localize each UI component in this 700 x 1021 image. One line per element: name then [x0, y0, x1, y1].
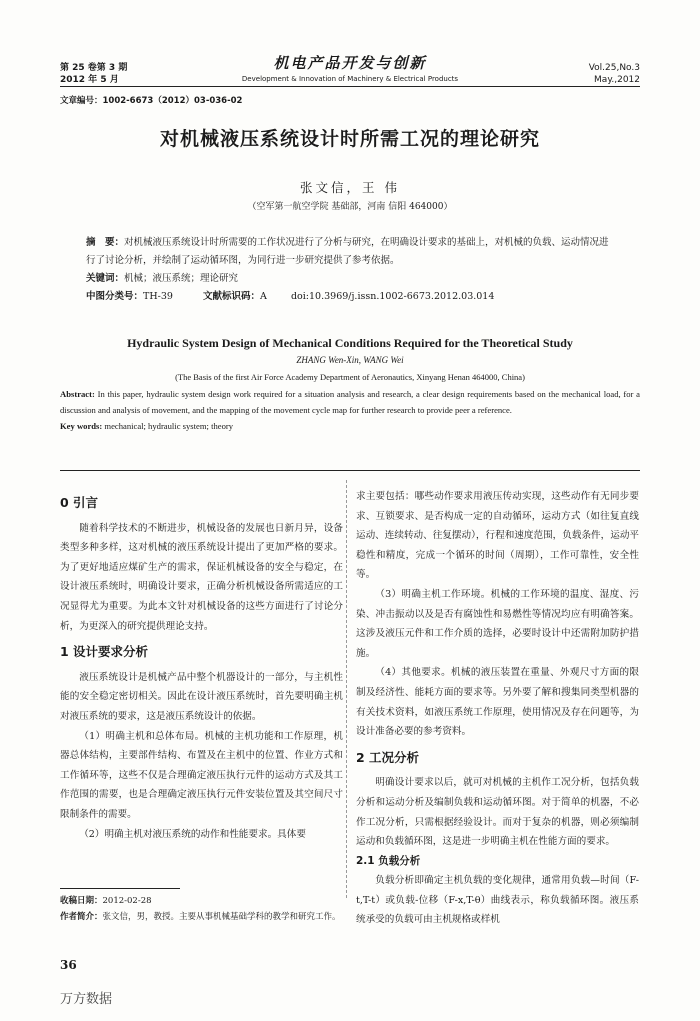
clc-label: 中图分类号：: [86, 291, 144, 302]
section-1-paragraph-2: （1）明确主机和总体布局。机械的主机功能和工作原理，机器总体结构，主要部件结构、布置及在主机中的位置、作业方式和工作循环等，这些不仅是合理确定液压执行元件的运动方式及其工作范围的需要，也是合理确定液压执行元件安装位置及其空间尺寸限制条件的需要。: [60, 730, 343, 820]
english-abstract-label: Abstract:: [60, 389, 95, 399]
keywords-label: 关键词：: [86, 273, 125, 284]
abstract-cn-block: [86, 234, 616, 306]
keywords-text: 机械；液压系统；理论研究: [124, 273, 239, 284]
body-top-rule: [60, 470, 640, 471]
section-2-1-heading: 2.1 负载分析: [356, 854, 421, 867]
english-abstract-block: [60, 386, 640, 434]
affiliation: （空军第一航空学院 基础部，河南 信阳 464000）: [247, 202, 453, 212]
right-paragraph-2: （3）明确主机工作环境。机械的工作环境的温度、湿度、污染、冲击振动以及是否有腐蚀性和易燃性等情况均应有明确答案。这涉及液压元件和工作介质的选择，必要时设计中还需附加防护措施。: [356, 588, 639, 659]
running-header-left: [60, 62, 127, 86]
right-paragraph-3: （4）其他要求。机械的液压装置在重量、外观尺寸方面的限制及经济性、能耗方面的要求等。另外要了解和搜集同类型机器的有关技术资料，如液压系统工作原理，使用情况及存在问题等，为设计准备必要的参考资料。: [356, 667, 639, 738]
right-column: [356, 487, 639, 930]
classification-line: [86, 288, 616, 306]
section-2-heading: 2 工况分析: [356, 749, 420, 765]
abstract-text: 对机械液压系统设计时所需要的工作状况进行了分析与研究，在明确设计要求的基础上，对机械的负载、运动情况进行了讨论分析，并绘制了运动循环图，为同行进一步研究提供了参考依据。: [86, 237, 609, 266]
paper-title: 对机械液压系统设计时所需工况的理论研究: [159, 128, 540, 150]
journal-name-en: Development & Innovation of Machinery & Electrical Products: [241, 75, 459, 83]
article-number: 文章编号：1002-6673（2012）03-036-02: [60, 96, 243, 106]
authors: 张文信，王 伟: [300, 180, 400, 195]
left-column: [60, 487, 343, 844]
section-0-paragraph: 随着科学技术的不断进步，机械设备的发展也日新月异，设备类型多种多样，这对机械的液压系统设计提出了更加严格的要求。为了更好地适应煤矿生产的需求，保证机械设备的安全与稳定，在设计液压系统时，明确设计要求，正确分析机械设备所需适应的工况显得尤为重要。为此本文针对机械设备的这些方面进行了讨论分析，为更深入的研究提供理论支持。: [60, 522, 343, 632]
date-en: May.,2012: [594, 75, 640, 85]
watermark: 万方数据: [60, 992, 113, 1007]
date-cn: 2012 年 5 月: [60, 75, 119, 85]
section-0-heading: 0 引言: [60, 495, 99, 510]
bio-label: 作者简介：: [60, 912, 103, 922]
volume-issue-cn: 第 25 卷第 3 期: [60, 63, 128, 73]
doc-code-label: 文献标识码：: [203, 291, 261, 302]
abstract-cn: [86, 234, 616, 270]
right-paragraph-1: 求主要包括：哪些动作要求用液压传动实现，这些动作有无同步要求、互锁要求、是否构成一定的自动循环，运动方式（如往复直线运动、连续转动、往复摆动），行程和速度范围，负载条件，运动平稳性和精度，完成一个循环的时间（周期），工作可靠性，安全性等。: [356, 491, 640, 581]
received-value: 2012-02-28: [102, 896, 152, 906]
bio-text: 张文信，男，教授。主要从事机械基础学科的教学和研究工作。: [102, 912, 341, 922]
received-label: 收稿日期：: [60, 896, 103, 906]
received-date: [60, 893, 343, 909]
column-divider: [346, 480, 347, 898]
section-1-paragraph-1: 液压系统设计是机械产品中整个机器设计的一部分，与主机性能的安全稳定密切相关。因此在设计液压系统时，首先要明确主机对液压系统的要求，这是液压系统设计的依据。: [60, 671, 343, 722]
keywords-cn: [86, 270, 616, 288]
english-authors: ZHANG Wen-Xin, WANG Wei: [296, 355, 404, 365]
section-2-paragraph: 明确设计要求以后，就可对机械的主机作工况分析，包括负载分析和运动分析及编制负载和运动循环图。对于简单的机器，不必作工况分析，只需根据经验设计。而对于复杂的机器，则必须编制运动和负载循环图，这是进一步明确主机在性能方面的要求。: [356, 777, 639, 848]
volume-issue-en: Vol.25,No.3: [588, 63, 640, 73]
english-keywords-label: Key words:: [60, 421, 103, 431]
doi: doi:10.3969/j.issn.1002-6673.2012.03.014: [290, 291, 495, 302]
english-keywords-text: mechanical; hydraulic system; theory: [102, 421, 234, 431]
footnote: [60, 893, 343, 925]
footnote-rule: [60, 888, 180, 889]
journal-name-cn: 机电产品开发与创新: [273, 54, 427, 72]
clc-value: TH-39: [143, 291, 173, 302]
section-1-paragraph-3: （2）明确主机对液压系统的动作和性能要求。具体要: [79, 828, 306, 840]
english-abstract-text: In this paper, hydraulic system design work required for a situation analysis and research, a clear design requirements based on the mechanical load, for a discussion and analysis of movement, and the mapping of the movement cycle map for further research to provide peer a reference.: [60, 389, 640, 415]
english-abstract: [60, 386, 640, 418]
english-affiliation: (The Basis of the first Air Force Academy Department of Aeronautics, Xinyang Henan 464000, China): [175, 372, 525, 382]
english-title: Hydraulic System Design of Mechanical Conditions Required for the Theoretical Study: [127, 336, 573, 350]
header-rule: [60, 86, 640, 87]
section-2-1-paragraph: 负载分析即确定主机负载的变化规律，通常用负载—时间（F-t,T-t）或负载-位移（F-x,T-θ）曲线表示，称负载循环图。液压系统承受的负载可由主机规格或样机: [356, 875, 639, 926]
section-1-heading: 1 设计要求分析: [60, 644, 149, 660]
page-number: 36: [60, 958, 77, 972]
english-keywords: [60, 418, 640, 434]
running-header-right: [589, 62, 640, 86]
author-bio: [60, 909, 343, 925]
doc-code-value: A: [260, 291, 267, 302]
abstract-label: 摘 要：: [86, 237, 125, 248]
running-header-center: [200, 52, 500, 83]
